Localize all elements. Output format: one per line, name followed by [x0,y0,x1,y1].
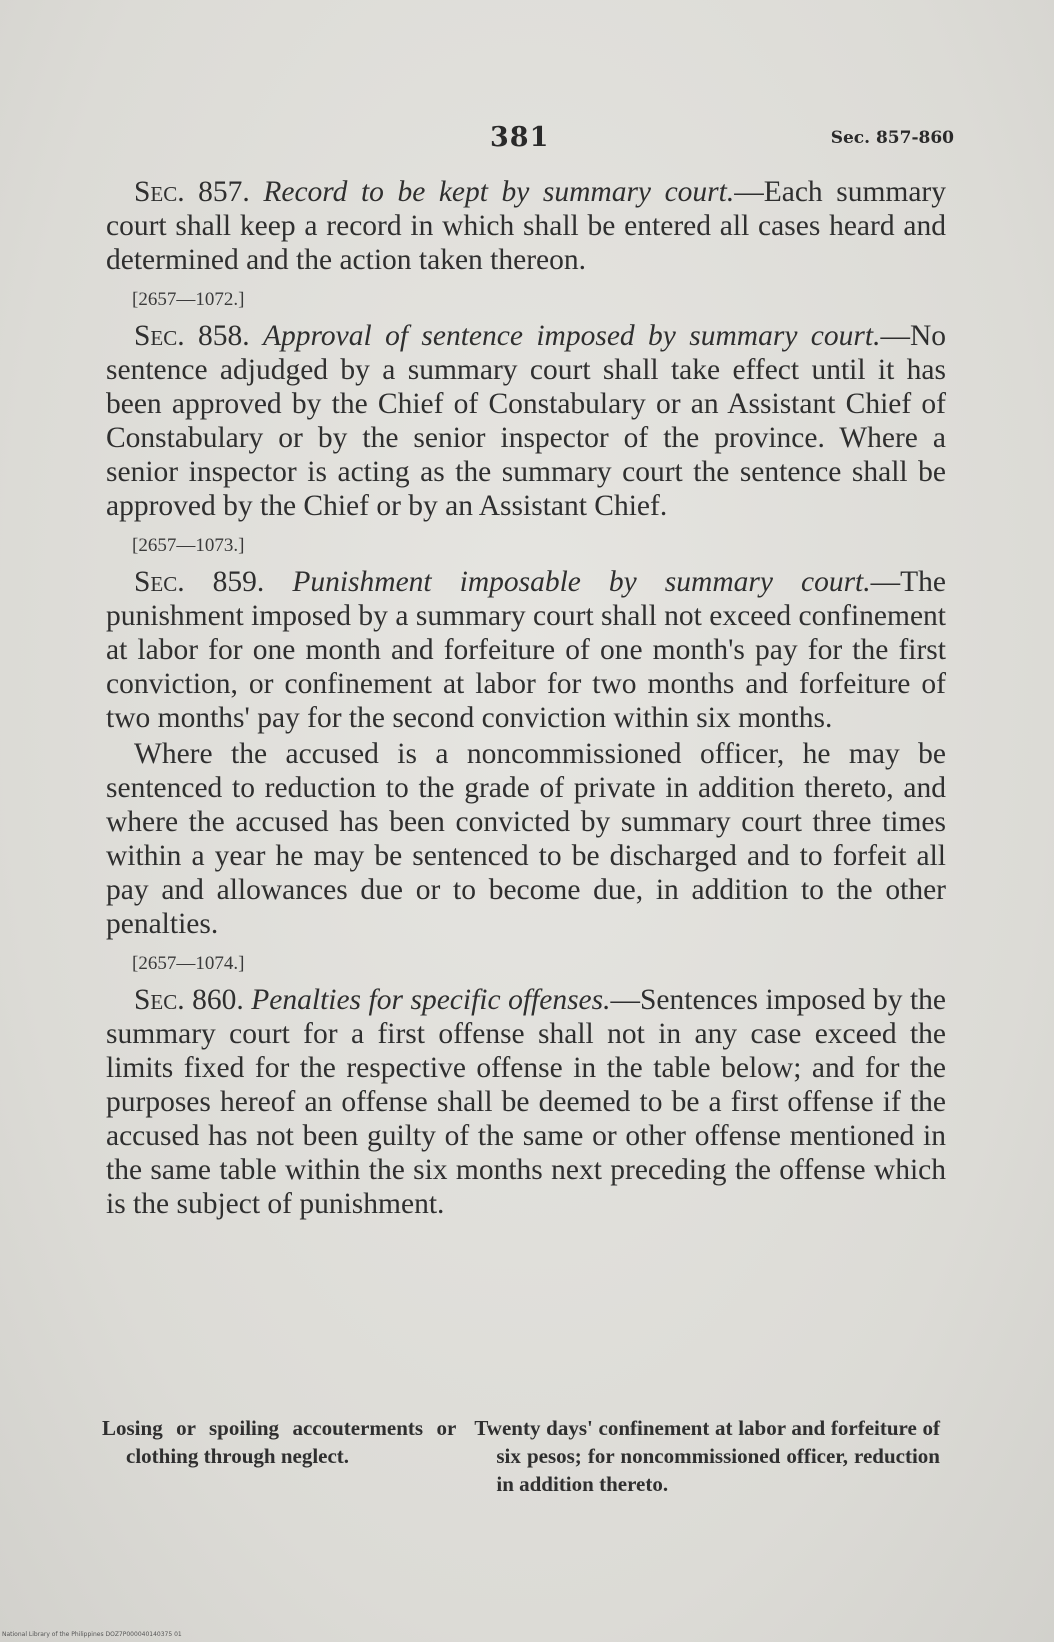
citation-ref: [2657—1072.] [132,289,245,310]
section-label: Sec. 857. [134,176,250,208]
section-label: Sec. 859. [134,566,265,598]
section-858 [106,319,946,523]
section-heading: Penalties for specific offenses. [251,984,611,1016]
section-860 [106,983,946,1221]
section-859-paragraph-2: Where the accused is a noncommissioned officer, he may be sentenced to reduction to the grade of private in addition thereto, and where the accused has been convicted by summary court three times within a year he may be sentenced to be discharged and to forfeit all pay and allowances due or to become due, in addition to the other penalties. [106,738,946,940]
section-text: —Sentences imposed by the summary court for a first offense shall not in any case exceed the limits fixed for the respective offense in the table below; and for the purposes hereof an offense shall be deemed to be a first offense if the accused has not been guilty of the same or other offense mentioned in the same table within the six months next preceding the offense which is the subject of punishment. [106,984,947,1220]
section-text: —Each summary court shall keep a record in which shall be entered all cases heard and determined and the action taken thereon. [106,176,947,276]
penalty-table-row [102,1414,940,1498]
section-text: —The punishment imposed by a summary court shall not exceed confinement at labor for one month and forfeiture of one month's pay for the first conviction, or confinement at labor for two months and forfeiture of two months' pay for the second conviction within six months. [106,566,947,734]
citation-ref: [2657—1074.] [132,953,245,974]
page-number: 381 [490,122,550,153]
section-heading: Record to be kept by summary court. [263,176,735,208]
body-text [106,175,946,1221]
section-text: —No sentence adjudged by a summary court shall take effect until it has been approved by the Chief of Constabulary or an Assistant Chief of Constabulary or by the senior inspector of the province. Where a senior inspector is acting as the summary court the sentence shall be approved by the Chief or by an Assistant Chief. [106,320,947,522]
section-heading: Punishment imposable by summary court. [292,566,871,598]
running-head: Sec. 857-860 [830,128,954,148]
citation-ref: [2657—1073.] [132,535,245,556]
section-857 [106,175,946,277]
section-heading: Approval of sentence imposed by summary court. [263,320,881,352]
offense-cell: Losing or spoiling accouterments or clothing through neglect. [102,1416,457,1468]
section-label: Sec. 860. [134,984,244,1016]
scan-footer-note: National Library of the Philippines DOZ7P000040140375 01 [2,1631,182,1638]
section-label: Sec. 858. [134,320,250,352]
penalty-cell: Twenty days' confinement at labor and forfeiture of six pesos; for noncommissioned officer, reduction in addition thereto. [474,1416,940,1496]
section-859 [106,565,946,735]
